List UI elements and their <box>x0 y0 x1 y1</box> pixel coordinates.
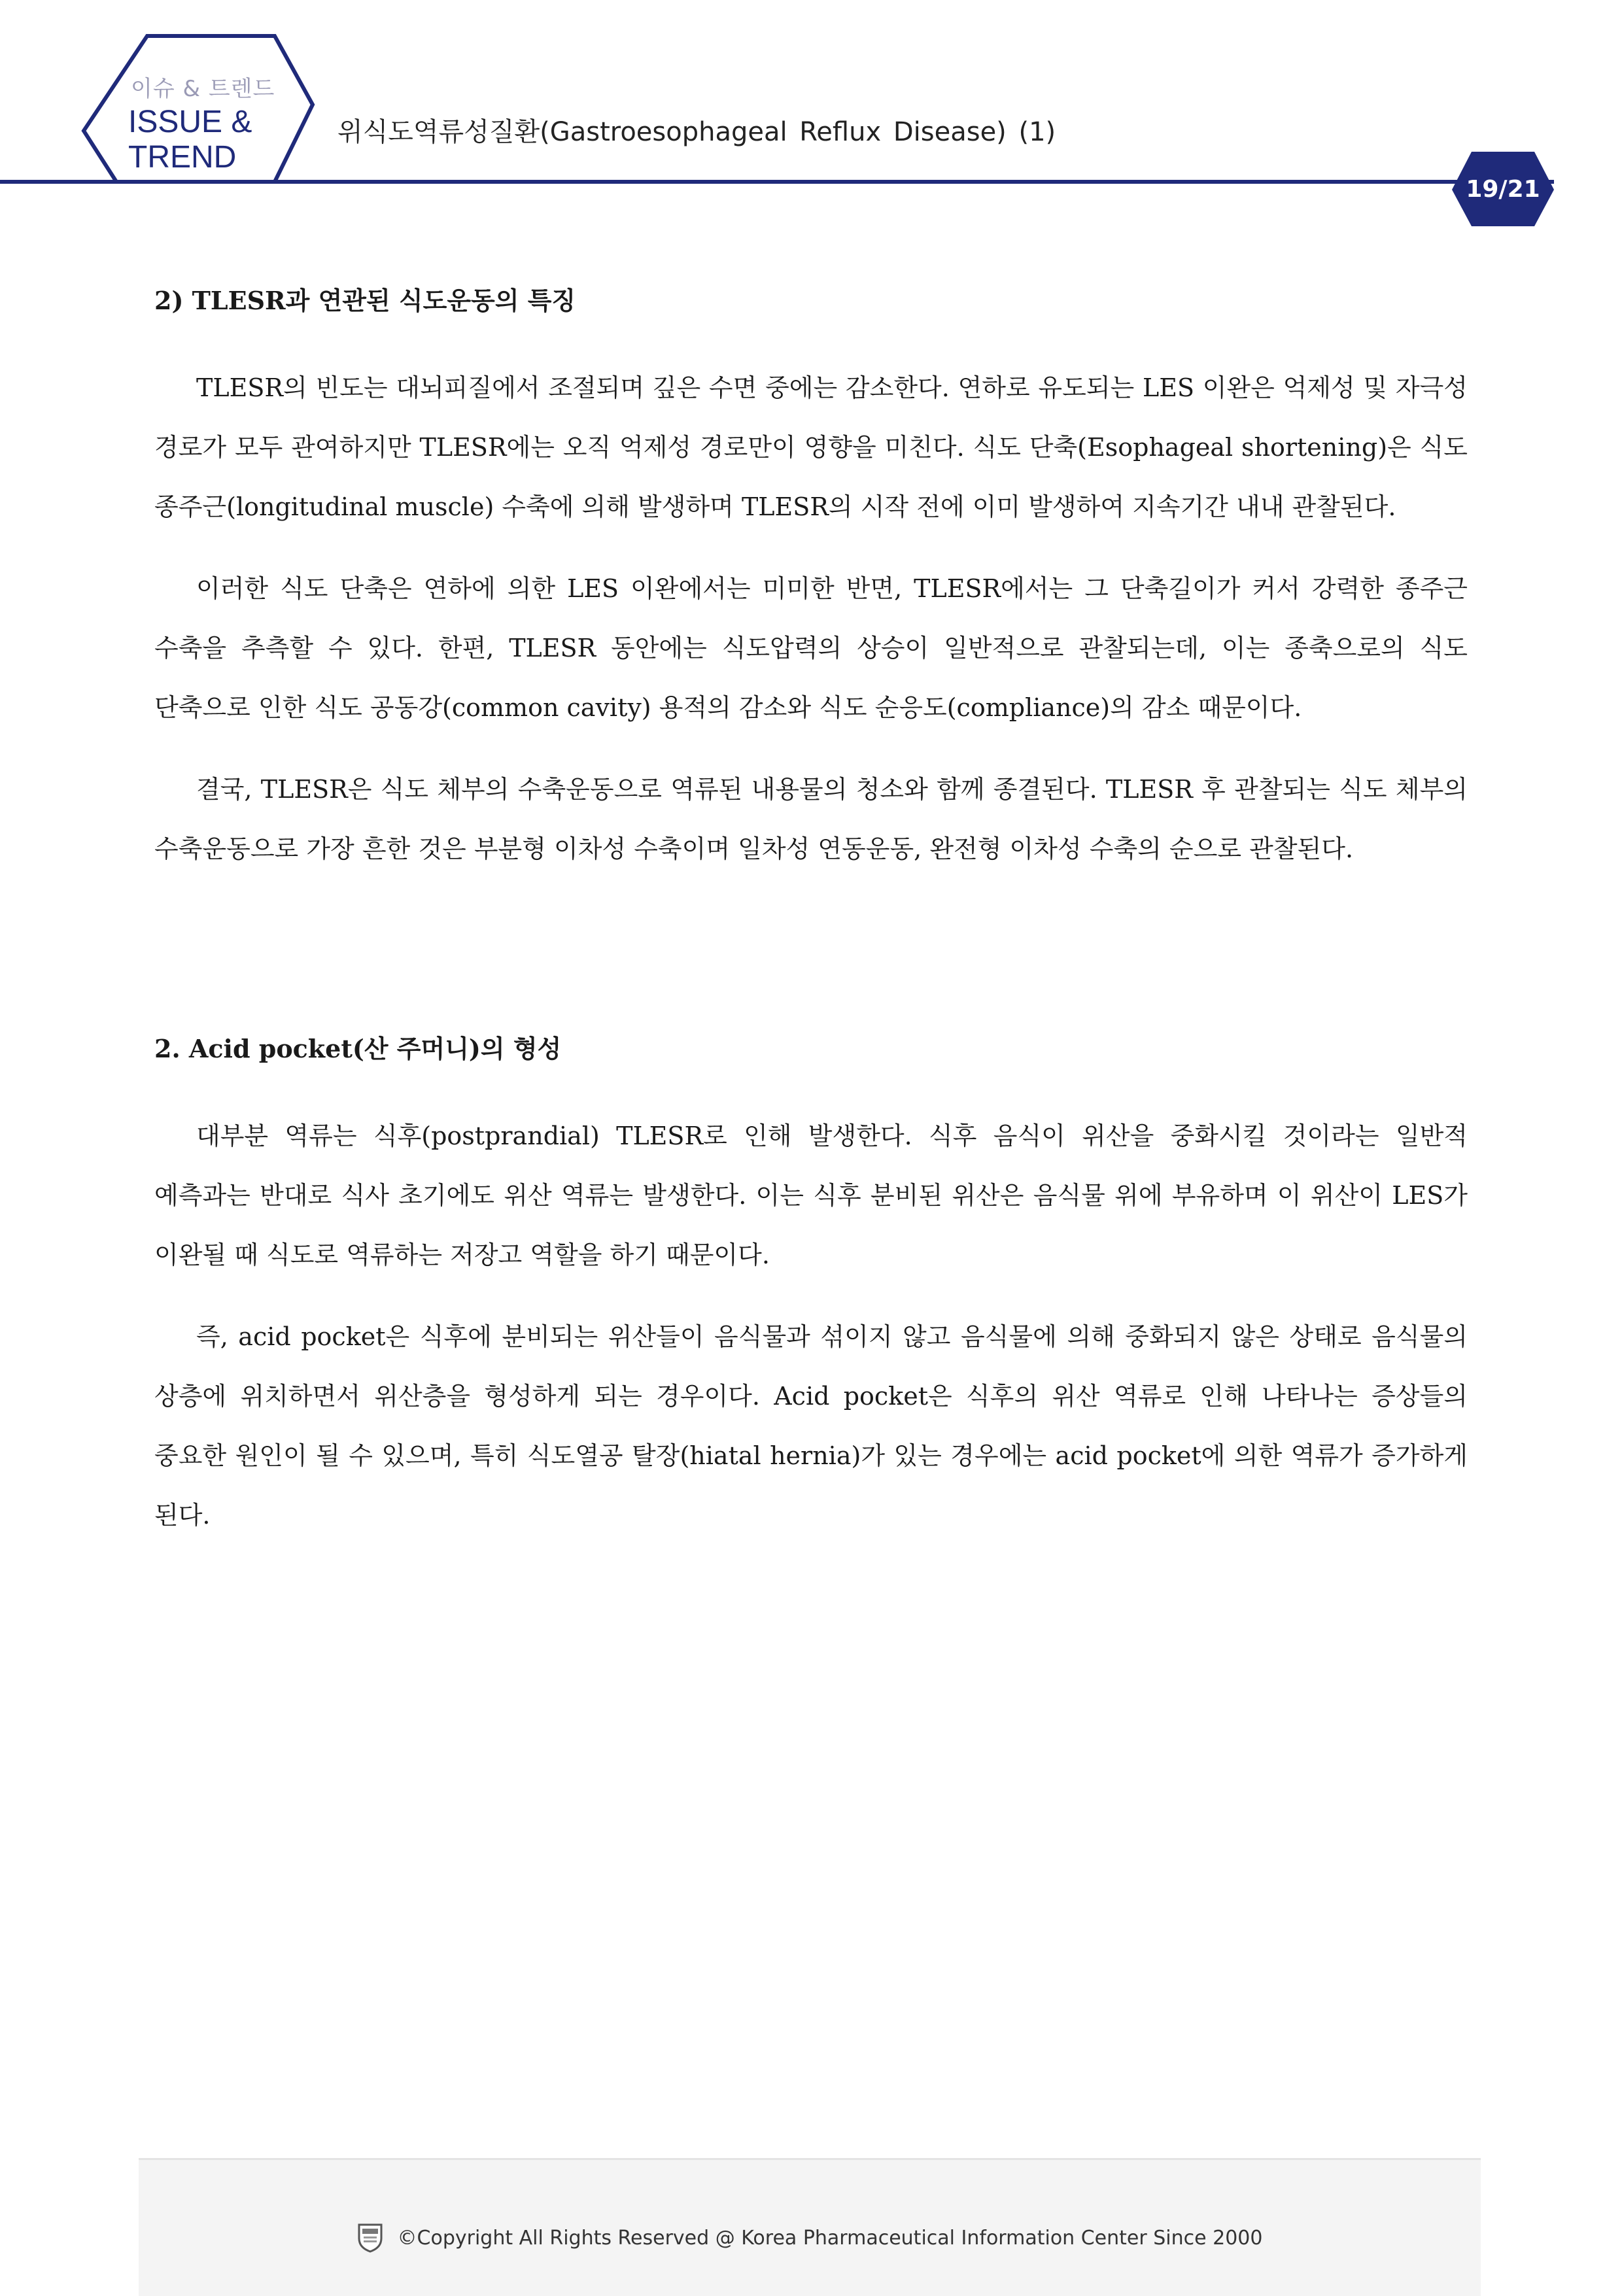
page-header <box>0 0 1622 235</box>
brand-line-1: ISSUE & <box>128 105 252 139</box>
document-title: 위식도역류성질환(Gastroesophageal Reflux Disease) (1) <box>337 117 1056 147</box>
paragraph: 이러한 식도 단축은 연하에 의한 LES 이완에서는 미미한 반면, TLESR에서는 그 단축길이가 커서 강력한 종주근 수축을 추측할 수 있다. 한편, TLESR 동안에는 식도압력의 상승이 일반적으로 관찰되는데, 이는 종축으로의 식도 단축으로 인한 식도 공동강(common cavity) 용적의 감소와 식도 순응도(compliance)의 감소 때문이다. <box>154 574 1468 722</box>
brand-line-2: TREND <box>128 140 237 175</box>
section-heading: 2) TLESR과 연관된 식도운동의 특징 <box>154 286 576 315</box>
shield-logo-icon <box>357 2223 383 2253</box>
paragraph: 결국, TLESR은 식도 체부의 수축운동으로 역류된 내용물의 청소와 함께 종결된다. TLESR 후 관찰되는 식도 체부의 수축운동으로 가장 흔한 것은 부분형 이차성 수축이며 일차성 연동운동, 완전형 이차성 수축의 순으로 관찰된다. <box>154 775 1468 863</box>
page-footer <box>139 2158 1481 2296</box>
paragraph: TLESR의 빈도는 대뇌피질에서 조절되며 깊은 수면 중에는 감소한다. 연하로 유도되는 LES 이완은 억제성 및 자극성 경로가 모두 관여하지만 TLESR에는 오직 억제성 경로만이 영향을 미친다. 식도 단축(Esophageal shortening)은 식도 종주근(longitudinal muscle) 수축에 의해 발생하며 TLESR의 시작 전에 이미 발생하여 지속기간 내내 관찰된다. <box>154 373 1468 521</box>
brand-logo-text <box>128 105 285 175</box>
copyright-text: ©Copyright All Rights Reserved @ Korea Pharmaceutical Information Center Since 2000 <box>397 2226 1263 2250</box>
paragraph: 즉, acid pocket은 식후에 분비되는 위산들이 음식물과 섞이지 않고 음식물에 의해 중화되지 않은 상태로 음식물의 상층에 위치하면서 위산층을 형성하게 되는 경우이다. Acid pocket은 식후의 위산 역류로 인해 나타나는 증상들의 중요한 원인이 될 수 있으며, 특히 식도열공 탈장(hiatal hernia)가 있는 경우에는 acid pocket에 의한 역류가 증가하게 된다. <box>154 1322 1468 1530</box>
brand-subtitle: 이슈 & 트렌드 <box>131 76 275 102</box>
article-body <box>154 275 1468 1545</box>
page-number: 19/21 <box>1466 175 1540 203</box>
section-heading: 2. Acid pocket(산 주머니)의 형성 <box>154 1034 562 1063</box>
paragraph: 대부분 역류는 식후(postprandial) TLESR로 인해 발생한다. 식후 음식이 위산을 중화시킬 것이라는 일반적 예측과는 반대로 식사 초기에도 위산 역류는 발생한다. 이는 식후 분비된 위산은 음식물 위에 부유하며 이 위산이 LES가 이완될 때 식도로 역류하는 저장고 역할을 하기 때문이다. <box>154 1122 1468 1269</box>
